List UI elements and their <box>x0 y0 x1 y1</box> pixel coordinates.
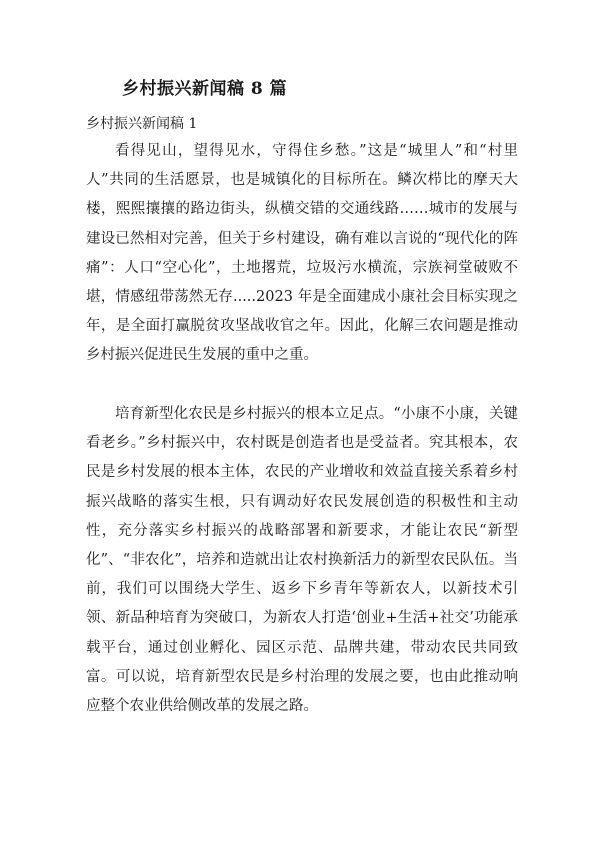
paragraph-2: 培育新型化农民是乡村振兴的根本立足点。“小康不小康，关键看老乡。”乡村振兴中，农村既是创造者也是受益者。究其根本，农民是乡村发展的根本主体，农民的产业增收和效益直接关系着乡村振兴战略的落实生根，只有调动好农民发展创造的积极性和主动性，充分落实乡村振兴的战略部署和新要求，才能让农民“新型化”、“非农化”，培养和造就出让农村换新活力的新型农民队伍。当前，我们可以围绕大学生、返乡下乡青年等新农人，以新技术引领、新品种培育为突破口，为新农人打造‘创业+生活+社交’功能承载平台，通过创业孵化、园区示范、品牌共建，带动农民共同致富。可以说，培育新型农民是乡村治理的发展之要，也由此推动响应整个农业供给侧改革的发展之路。 <box>86 406 518 715</box>
paragraph-1: 看得见山，望得见水，守得住乡愁。”这是“城里人”和“村里人”共同的生活愿景，也是城镇化的目标所在。鳞次栉比的摩天大楼，熙熙攘攘的路边街头，纵横交错的交通线路……城市的发展与建设已然相对完善，但关于乡村建设，确有难以言说的“现代化的阵痛”：人口“空心化”，土地撂荒，垃圾污水横流，宗族祠堂破败不堪，情感纽带荡然无存.....2023 年是全面建成小康社会目标实现之年，是全面打赢脱贫攻坚战收官之年。因此，化解三农问题是推动乡村振兴促进民生发展的重中之重。 <box>86 143 518 364</box>
article-title: 乡村振兴新闻稿 1 <box>86 116 198 132</box>
document-title: 乡村振兴新闻稿 8 篇 <box>122 79 288 99</box>
